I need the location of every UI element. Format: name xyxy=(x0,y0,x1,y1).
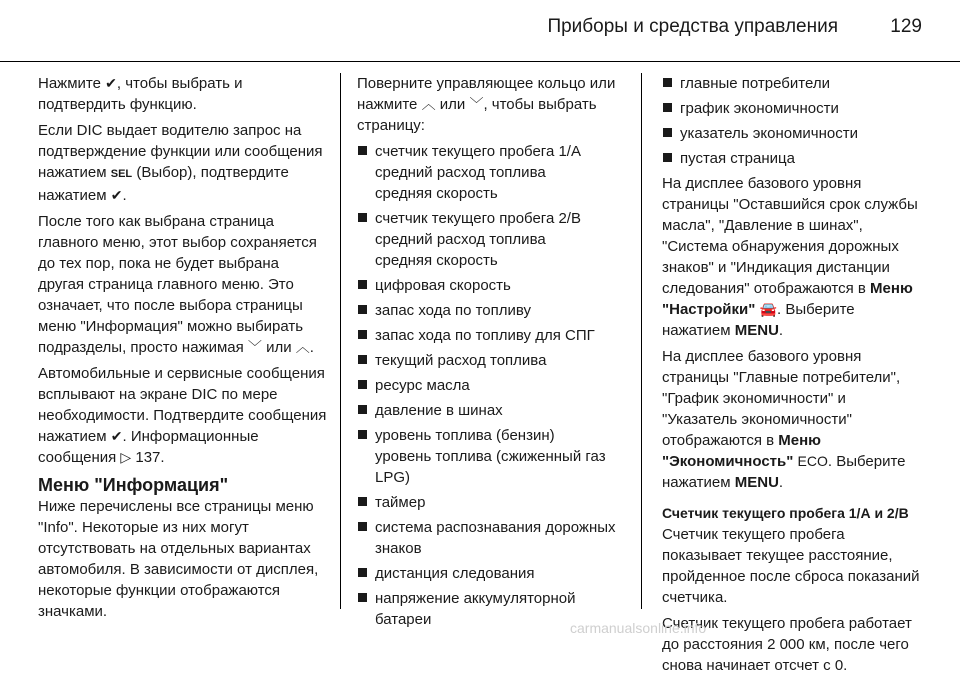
list-item: уровень топлива (бензин) уровень топлива (сжиженный газ LPG) xyxy=(357,425,622,488)
reference-arrow-icon[interactable]: ▷ xyxy=(120,449,132,465)
checkmark-icon: ✔ xyxy=(105,75,117,91)
column-2 xyxy=(357,73,622,634)
paragraph: Счетчик текущего пробега работает до расстояния 2 000 км, после чего снова начинает отсчет с 0. xyxy=(662,615,912,674)
chevron-down-icon: ﹀ xyxy=(469,96,484,112)
chevron-up-icon: ︿ xyxy=(421,96,436,112)
menu-reference: Меню "Экономичность" xyxy=(662,432,821,470)
list-item: цифровая скорость xyxy=(357,275,622,296)
list-item: давление в шинах xyxy=(357,400,622,421)
list-item: запас хода по топливу xyxy=(357,300,622,321)
menu-reference: Меню "Настройки" xyxy=(662,280,913,318)
list-item: дистанция следования xyxy=(357,563,622,584)
page-title: Приборы и средства управления xyxy=(547,16,838,37)
list-item: главные потребители xyxy=(662,73,924,94)
car-settings-icon: 🚘 xyxy=(759,301,777,317)
paragraph: После того как выбрана страница главного меню, этот выбор сохраняется до тех пор, пока не будет выбрана другая страница главного меню. Это означает, что после выбора страницы меню "Информация" можно выбирать подразделы, просто нажимая ﹀ или ︿. xyxy=(38,213,317,356)
watermark: carmanualsonline.info xyxy=(570,620,707,636)
page-header xyxy=(0,0,960,60)
sel-icon: SEL xyxy=(110,168,133,180)
menu-button-reference: MENU xyxy=(734,474,779,491)
list-item: напряжение аккумуляторной батареи xyxy=(357,588,622,630)
header-rule xyxy=(0,61,960,62)
info-pages-list xyxy=(357,141,622,630)
list-item: график экономичности xyxy=(662,98,924,119)
paragraph: Нажмите ✔, чтобы выбрать и подтвердить функцию. xyxy=(38,75,243,113)
list-item: пустая страница xyxy=(662,148,924,169)
page-number: 129 xyxy=(890,16,922,37)
list-item: таймер xyxy=(357,492,622,513)
list-item: запас хода по топливу для СПГ xyxy=(357,325,622,346)
list-item: ресурс масла xyxy=(357,375,622,396)
eco-icon: ECO xyxy=(797,453,828,469)
paragraph: Если DIC выдает водителю запрос на подтверждение функции или сообщения нажатием SEL (Выбор), подтвердите нажатием ✔. xyxy=(38,122,323,204)
section-heading: Меню "Информация" xyxy=(38,475,229,495)
list-item: система распознавания дорожных знаков xyxy=(357,517,622,559)
paragraph: На дисплее базового уровня страницы "Главные потребители", "График экономичности" и "Указатель экономичности" отображаются в Меню "Экономичность" ECO. Выберите нажатием MENU. xyxy=(662,348,906,491)
checkmark-icon: ✔ xyxy=(110,428,123,444)
paragraph: Автомобильные и сервисные сообщения всплывают на экране DIC по мере необходимости. Подтвердите сообщения нажатием ✔. Информационные сообщения ▷ 137. xyxy=(38,365,327,466)
column-divider xyxy=(641,73,642,609)
column-3 xyxy=(662,73,924,681)
paragraph: На дисплее базового уровня страницы "Оставшийся срок службы масла", "Давление в шинах", "Система обнаружения дорожных знаков" и "Индикация дистанции следования" отображаются в Меню "Настройки" 🚘. Выберите нажатием MENU. xyxy=(662,175,918,339)
list-item: текущий расход топлива xyxy=(357,350,622,371)
info-pages-list-continued xyxy=(662,73,924,169)
paragraph: Поверните управляющее кольцо или нажмите ︿ или ﹀, чтобы выбрать страницу: xyxy=(357,75,616,134)
column-1 xyxy=(38,73,328,627)
paragraph: Ниже перечислены все страницы меню "Info". Некоторые из них могут отсутствовать на отдельных вариантах автомобиля. В зависимости от дисплея, некоторые функции отображаются значками. xyxy=(38,498,319,620)
paragraph: Счетчик текущего пробега показывает текущее расстояние, пройденное после сброса показаний счетчика. xyxy=(662,526,920,606)
list-item: счетчик текущего пробега 1/А средний расход топлива средняя скорость xyxy=(357,141,622,204)
checkmark-icon: ✔ xyxy=(110,187,123,203)
subsection-heading: Счетчик текущего пробега 1/А и 2/В xyxy=(662,505,909,521)
chevron-down-icon: ﹀ xyxy=(247,339,262,355)
menu-button-reference: MENU xyxy=(734,322,779,339)
list-item: счетчик текущего пробега 2/В средний расход топлива средняя скорость xyxy=(357,208,622,271)
page-reference[interactable]: 137. xyxy=(131,449,165,466)
list-item: указатель экономичности xyxy=(662,123,924,144)
column-divider xyxy=(340,73,341,609)
chevron-up-icon: ︿ xyxy=(295,339,310,355)
